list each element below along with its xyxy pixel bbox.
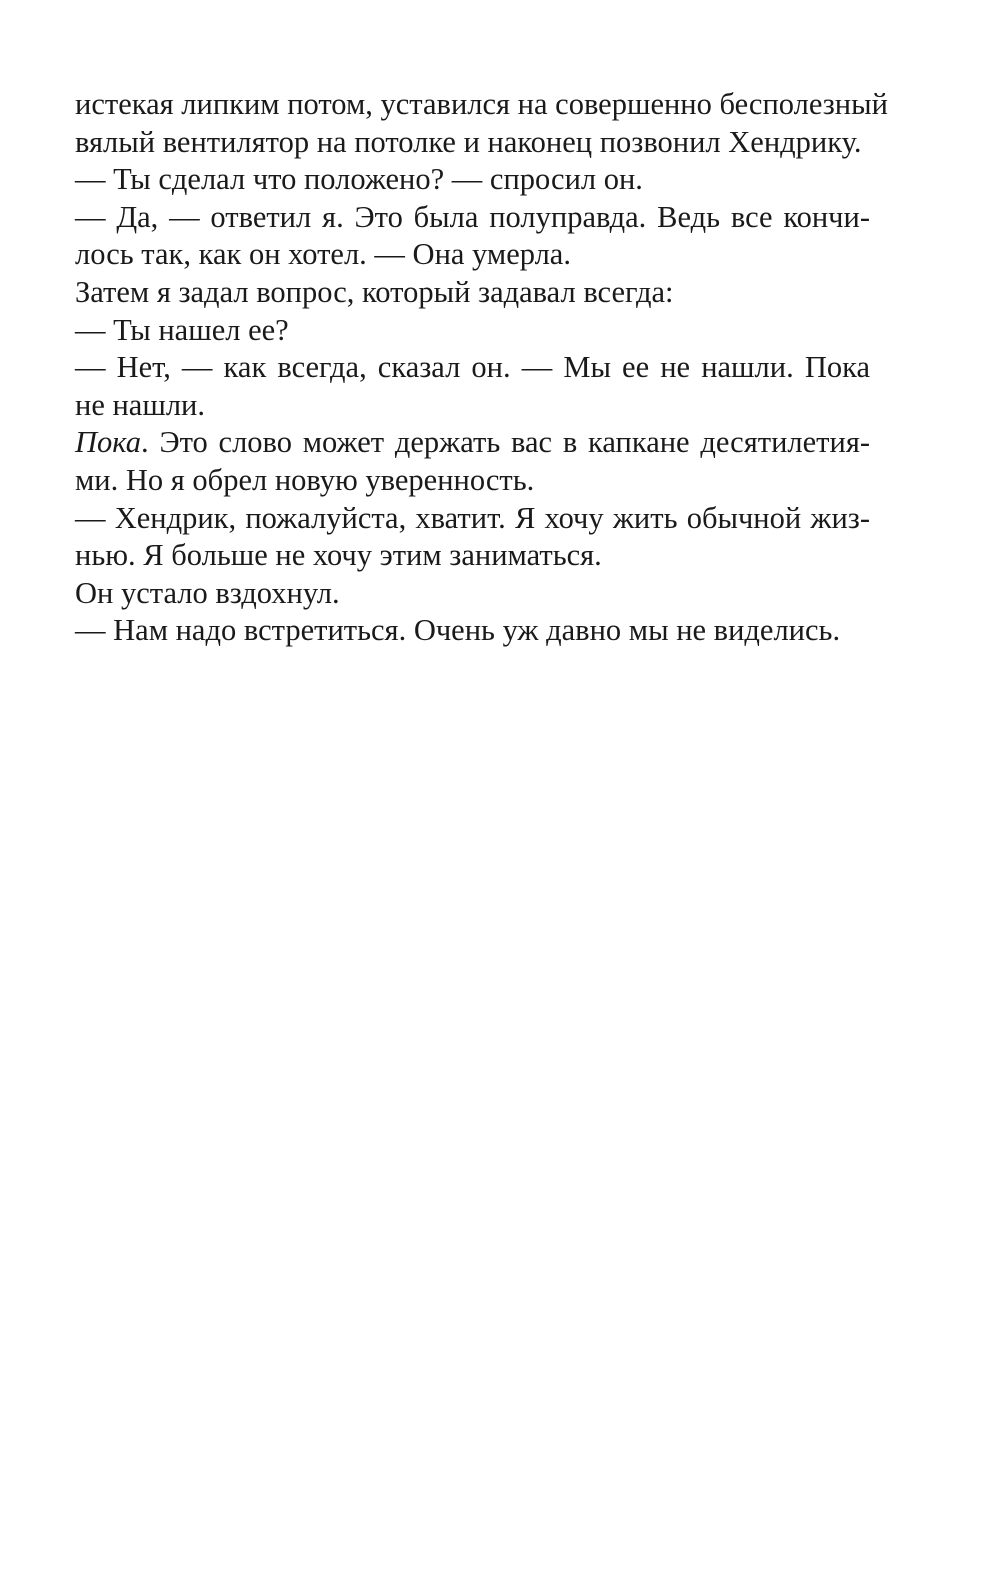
paragraph xyxy=(75,575,870,613)
text-line: Затем я задал вопрос, который задавал всегда: xyxy=(75,274,674,309)
text-line: — Нет, — как всегда, сказал он. — Мы ее не нашли. Пока xyxy=(75,350,870,385)
text-line: не нашли. xyxy=(75,387,205,422)
text-line: нью. Я больше не хочу этим заниматься. xyxy=(75,538,602,573)
text-line: вялый вентилятор на потолке и наконец позвонил Хендрику. xyxy=(75,124,862,159)
text-line: истекая липким потом, уставился на совершенно бесполезный xyxy=(75,87,888,121)
paragraph xyxy=(75,349,870,424)
paragraph xyxy=(75,274,870,312)
paragraph xyxy=(75,500,870,575)
paragraph xyxy=(75,86,888,161)
text-line: — Да, — ответил я. Это была полуправда. Ведь все кончи- xyxy=(75,199,870,234)
emphasized-word: Пока xyxy=(75,425,142,460)
text-line: — Ты нашел ее? xyxy=(75,312,289,347)
text-line: — Нам надо встретиться. Очень уж давно мы не виделись. xyxy=(75,613,841,648)
body-text xyxy=(75,86,888,650)
text-line: лось так, как он хотел. — Она умерла. xyxy=(75,237,571,272)
paragraph xyxy=(75,424,870,499)
paragraph xyxy=(75,161,870,199)
text-line: Он устало вздохнул. xyxy=(75,575,340,610)
paragraph xyxy=(75,612,870,650)
text-segment: . Это слово может держать вас в капкане десятилетия- xyxy=(141,425,870,460)
paragraph xyxy=(75,312,870,350)
paragraph xyxy=(75,199,870,274)
text-line: — Ты сделал что положено? — спросил он. xyxy=(75,162,643,197)
text-line: — Хендрик, пожалуйста, хватит. Я хочу жить обычной жиз- xyxy=(75,500,870,535)
text-line xyxy=(75,424,870,462)
text-line: ми. Но я обрел новую уверенность. xyxy=(75,462,535,497)
